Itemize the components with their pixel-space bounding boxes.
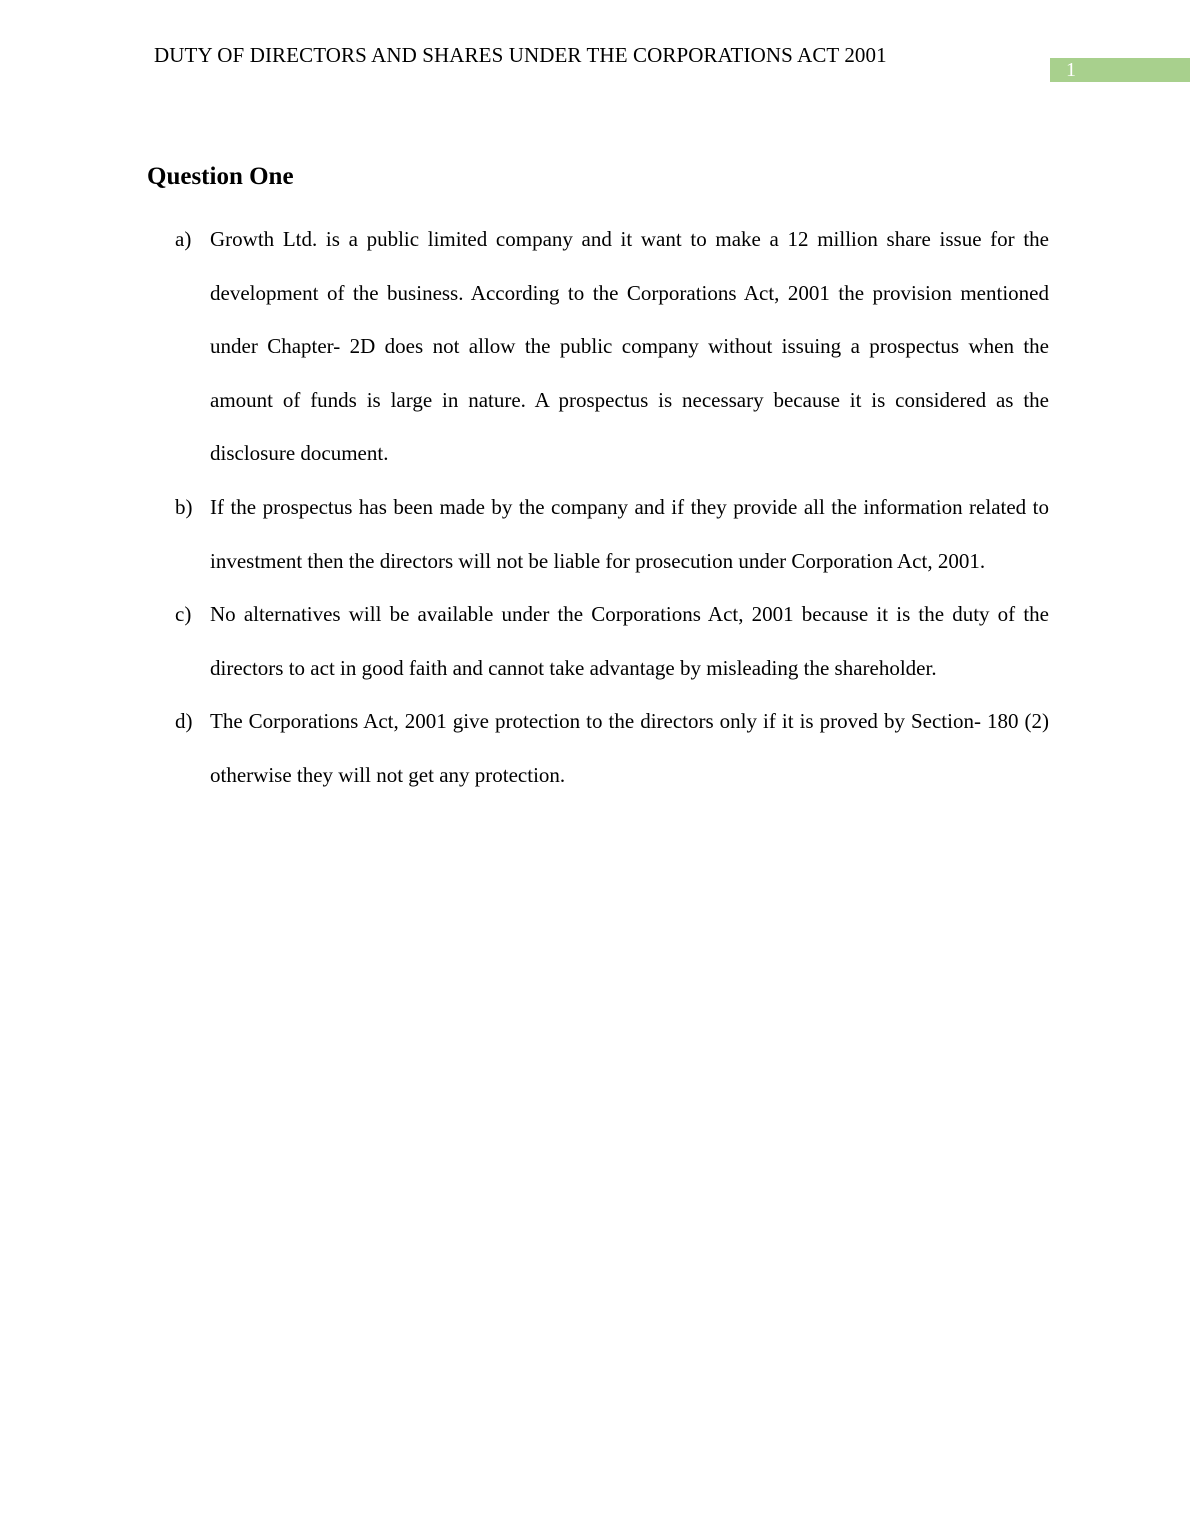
answer-marker: a) xyxy=(175,227,192,251)
answer-text: The Corporations Act, 2001 give protection to the directors only if it is proved by Section- 180 (2) otherwise they will not get any protection. xyxy=(210,709,1049,787)
answer-item-a xyxy=(175,213,1049,481)
answer-item-c xyxy=(175,588,1049,695)
page-number: 1 xyxy=(1066,59,1076,81)
answer-text: No alternatives will be available under the Corporations Act, 2001 because it is the duty of the directors to act in good faith and cannot take advantage by misleading the shareholder. xyxy=(210,602,1049,680)
answer-marker: d) xyxy=(175,709,193,734)
question-heading: Question One xyxy=(147,163,294,190)
answer-item-d xyxy=(175,695,1049,802)
answer-list xyxy=(175,213,1049,803)
answer-text: If the prospectus has been made by the company and if they provide all the information related to investment then the directors will not be liable for prosecution under Corporation Act, 2001. xyxy=(210,494,1049,573)
answer-marker: b) xyxy=(175,494,193,519)
answer-item-b xyxy=(175,481,1049,588)
answer-marker: c) xyxy=(175,602,192,627)
answer-text: Growth Ltd. is a public limited company and it want to make a 12 million share issue for the development of the business. According to the Corporations Act, 2001 the provision mentioned under Chapter- 2D does not allow the public company without issuing a prospectus when the amount of funds is large in nature. A prospectus is necessary because it is considered as the disclosure document. xyxy=(210,227,1049,466)
running-header: DUTY OF DIRECTORS AND SHARES UNDER THE CORPORATIONS ACT 2001 xyxy=(154,43,887,67)
page-number-box xyxy=(1050,58,1190,82)
